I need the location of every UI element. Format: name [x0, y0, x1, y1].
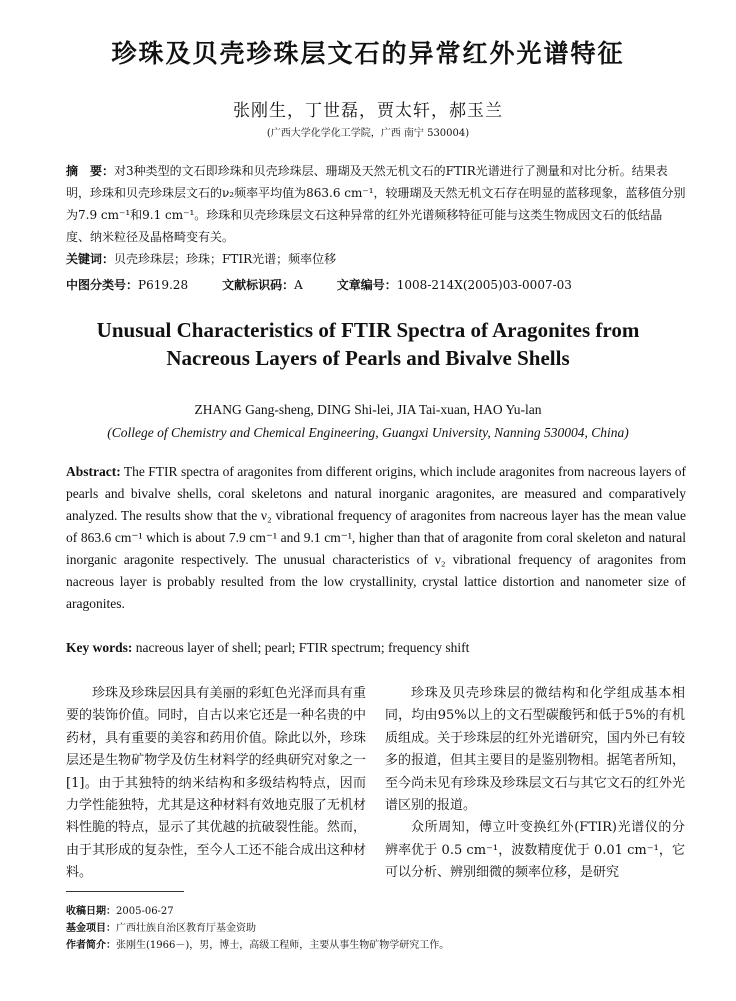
- footnote-received: [66, 903, 686, 920]
- footnote-fund-value: 广西壮族自治区教育厅基金资助: [116, 923, 256, 934]
- english-abstract-label: Abstract:: [66, 464, 121, 479]
- chinese-title: 珍珠及贝壳珍珠层文石的异常红外光谱特征: [111, 39, 625, 68]
- classification-row: [66, 276, 686, 293]
- chinese-abstract-block: [66, 160, 686, 270]
- english-keywords: [66, 640, 686, 656]
- body-paragraph: 珍珠及珍珠层因具有美丽的彩虹色光泽而具有重要的装饰价值。同时，自古以来它还是一种名贵的中药材，具有重要的美容和药用价值。除此以外，珍珠层还是生物矿物学及仿生材料学的经典研究对象之一[1]。由于其独特的纳米结构和多级结构特点，因而力学性能独特，尤其是这种材料有效地克服了无机材料性脆的特点，显示了其优越的抗破裂性能。然而，由于其形成的复杂性，至今人工还不能合成出这种材料。: [66, 686, 366, 881]
- chinese-authors: 张刚生，丁世磊，贾太轩，郝玉兰: [233, 101, 503, 121]
- chinese-affiliation: (广西大学化学化工学院，广西 南宁 530004): [266, 128, 470, 139]
- article-number: [337, 276, 572, 293]
- article-number-value: 1008-214X(2005)03-0007-03: [396, 278, 572, 292]
- body-paragraph: 珍珠及贝壳珍珠层的微结构和化学组成基本相同，均由95%以上的文石型碳酸钙和低于5%的有机质组成。关于珍珠层的红外光谱研究，国内外已有较多的报道，但其主要目的是鉴别物相。据笔者所知，至今尚未见有珍珠及珍珠层文石与其它文石的红外光谱区别的报道。: [385, 686, 685, 814]
- class-number: [66, 276, 188, 293]
- footnote-received-value: 2005-06-27: [116, 906, 174, 917]
- footnote-fund-label: 基金项目：: [66, 923, 116, 934]
- document-code-label: 文献标识码：: [222, 278, 295, 292]
- english-keywords-label: Key words:: [66, 640, 133, 655]
- chinese-abstract: [66, 160, 686, 248]
- footnote-received-label: 收稿日期：: [66, 906, 116, 917]
- body-right-column: [385, 683, 685, 885]
- document-code: [222, 276, 303, 293]
- footnote-author-label: 作者简介：: [66, 940, 116, 951]
- footnote-author-value: 张刚生(1966－)，男，博士，高级工程师，主要从事生物矿物学研究工作。: [116, 940, 450, 951]
- body-left-column: [66, 683, 366, 885]
- english-keywords-text: nacreous layer of shell; pearl; FTIR spectrum; frequency shift: [132, 640, 470, 655]
- english-title: [0, 316, 736, 372]
- class-number-value: P619.28: [138, 278, 189, 292]
- footnote-author: [66, 937, 686, 954]
- article-number-label: 文章编号：: [336, 278, 397, 292]
- document-code-value: A: [294, 278, 303, 292]
- chinese-keywords-text: 贝壳珍珠层；珍珠；FTIR光谱；频率位移: [114, 252, 337, 266]
- english-affiliation: (College of Chemistry and Chemical Engineering, Guangxi University, Nanning 530004, China): [107, 425, 629, 440]
- english-abstract: [66, 461, 686, 615]
- english-title-line-1: Unusual Characteristics of FTIR Spectra of Aragonites from: [96, 318, 640, 342]
- class-number-label: 中图分类号：: [66, 278, 139, 292]
- chinese-keywords: [66, 248, 686, 270]
- chinese-abstract-text: 对3种类型的文石即珍珠和贝壳珍珠层、珊瑚及天然无机文石的FTIR光谱进行了测量和对比分析。结果表明，珍珠和贝壳珍珠层文石的ν₂频率平均值为863.6 cm⁻¹，较珊瑚及天然无机文石存在明显的蓝移现象，蓝移值分别为7.9 cm⁻¹和9.1 cm⁻¹。珍珠和贝壳珍珠层文石这种异常的红外光谱频移特征可能与这类生物成因文石的低结晶度、纳米粒径及晶格畸变有关。: [66, 164, 686, 244]
- chinese-keywords-label: 关键词：: [66, 252, 115, 266]
- footnotes: [66, 903, 686, 954]
- footnote-fund: [66, 920, 686, 937]
- body-paragraph: 众所周知，傅立叶变换红外(FTIR)光谱仪的分辨率优于 0.5 cm⁻¹，波数精度优于 0.01 cm⁻¹，它可以分析、辨别细微的频率位移，是研究: [385, 820, 685, 881]
- english-abstract-text: The FTIR spectra of aragonites from different origins, which include aragonites from nacreous layers of pearls and bivalve shells, coral skeletons and natural inorganic aragonites, are measured and comparatively analyzed. The results show that the ν₂ vibrational frequency of aragonites from nacreous layer has the mean value of 863.6 cm⁻¹ which is about 7.9 cm⁻¹ and 9.1 cm⁻¹, higher than that of aragonite from coral skeleton and natural inorganic aragonite respectively. The unusual characteristics of ν₂ vibrational frequency of aragonites from nacreous layer is probably resulted from the low crystallinity, crystal lattice distortion and nanometer size of aragonites.: [66, 464, 686, 611]
- english-title-line-2: Nacreous Layers of Pearls and Bivalve Shells: [166, 346, 570, 370]
- chinese-abstract-label: 摘 要：: [66, 164, 115, 178]
- english-authors: ZHANG Gang-sheng, DING Shi-lei, JIA Tai-xuan, HAO Yu-lan: [194, 402, 542, 417]
- footnote-divider: [66, 891, 184, 892]
